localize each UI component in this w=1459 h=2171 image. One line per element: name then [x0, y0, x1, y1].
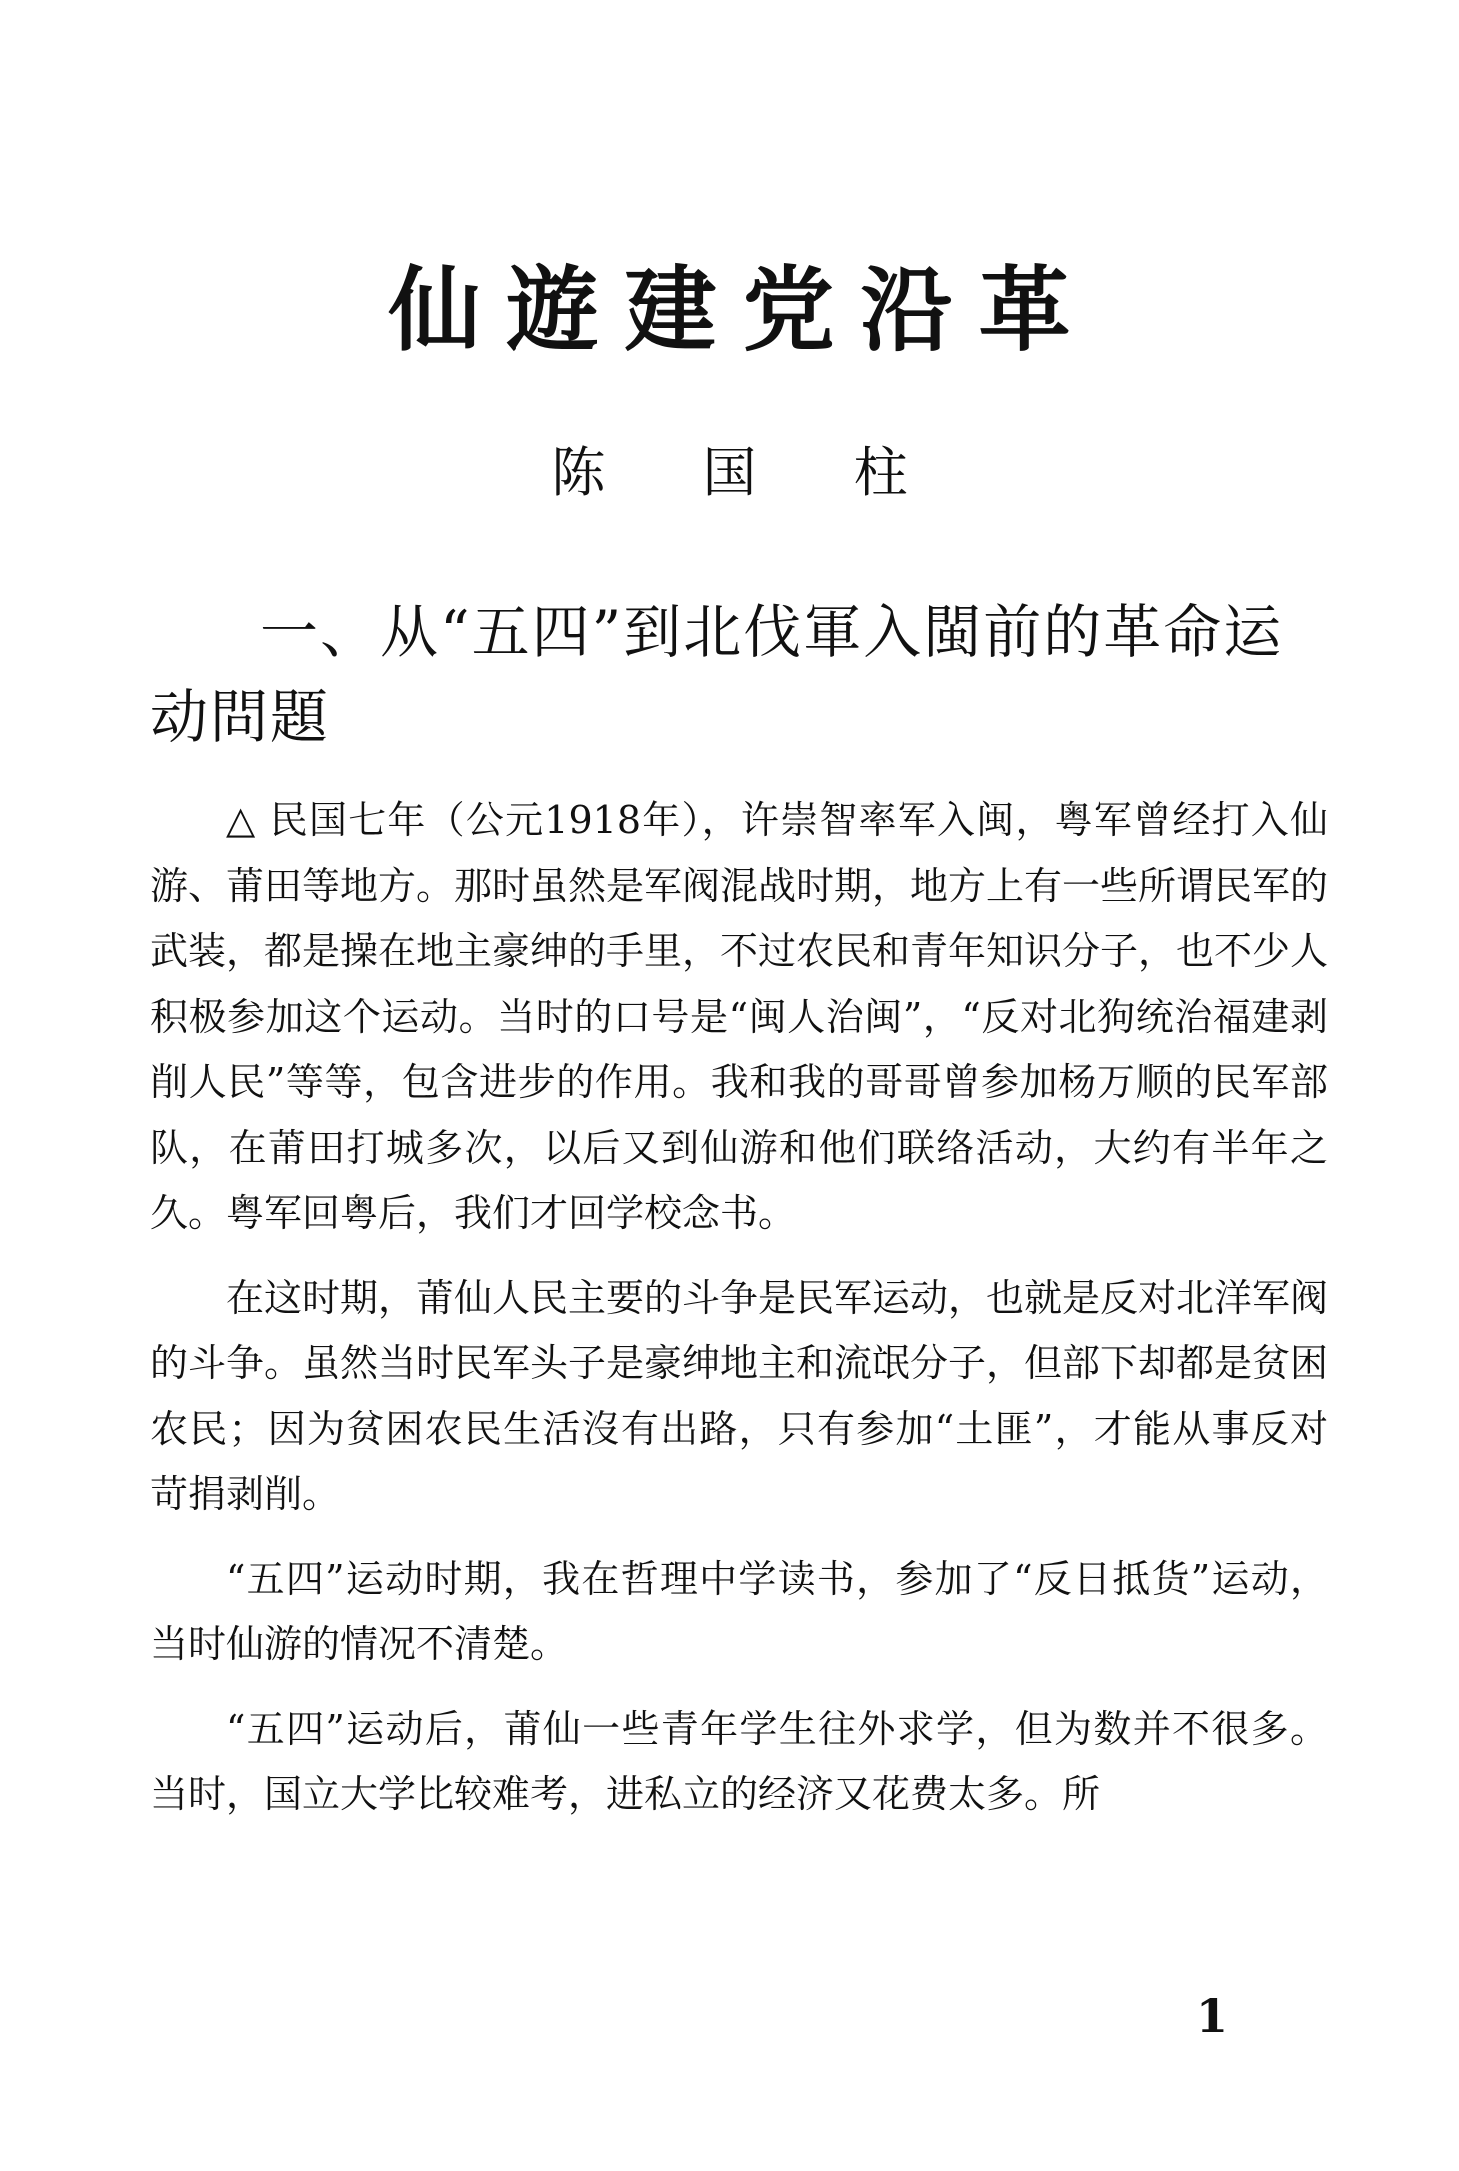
paragraph: “五四”运动后，莆仙一些青年学生往外求学，但为数并不很多。当时，国立大学比较难考，进私立的经济又花费太多。所 — [150, 1706, 1328, 1816]
paragraph: 在这时期，莆仙人民主要的斗争是民军运动，也就是反对北洋军阀的斗争。虽然当时民军头子是豪绅地主和流氓分子，但部下却都是贫困农民；因为贫困农民生活沒有出路，只有参加“土匪”，才能从事反对苛捐剥削。 — [150, 1275, 1329, 1516]
body-text — [150, 788, 1328, 1847]
page-number: 1 — [1196, 1989, 1229, 2043]
author-name: 陈 国 柱 — [551, 441, 948, 504]
section-heading: 一、从“五四”到北伐軍入閩前的革命运动問題 — [150, 598, 1284, 751]
document-title: 仙遊建党沿革 — [388, 256, 1097, 364]
paragraph: “五四”运动时期，我在哲理中学读书，参加了“反日抵货”运动，当时仙游的情况不清楚。 — [150, 1556, 1328, 1666]
paragraph: △ 民国七年（公元1918年），许崇智率军入闽，粤军曾经打入仙游、莆田等地方。那时虽然是军阀混战时期，地方上有一些所谓民军的武装，都是操在地主豪绅的手里，不过农民和青年知识分子，也不少人积极参加这个运动。当时的口号是“闽人治闽”，“反对北狗统治福建剥削人民”等等，包含进步的作用。我和我的哥哥曾参加杨万顺的民军部队，在莆田打城多次，以后又到仙游和他们联络活动，大约有半年之久。粤军回粤后，我们才回学校念书。 — [150, 798, 1329, 1235]
